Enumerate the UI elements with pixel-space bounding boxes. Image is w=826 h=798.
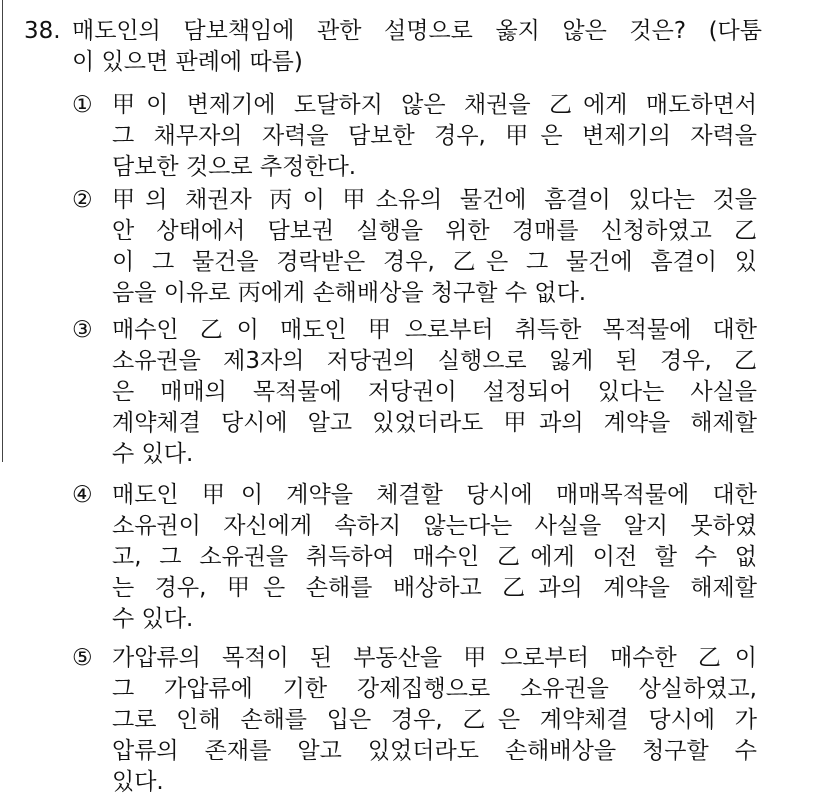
- option-line: 음을 이유로 丙에게 손해배상을 청구할 수 없다.: [112, 280, 587, 306]
- answer-option-3[interactable]: [72, 315, 762, 470]
- option-line: 그 채무자의 자력을 담보한 경우, 甲은 변제기의 자력을: [112, 123, 757, 149]
- question-line: 이 있으면 판례에 따름): [72, 49, 303, 75]
- question-line: 매도인의 담보책임에 관한 설명으로 옳지 않은 것은? (다툼: [72, 18, 762, 44]
- option-line: 담보한 것으로 추정한다.: [112, 154, 357, 180]
- option-line: 매수인 乙이 매도인 甲으로부터 취득한 목적물에 대한: [112, 317, 757, 343]
- option-line: 압류의 존재를 알고 있었더라도 손해배상을 청구할 수: [112, 738, 757, 764]
- option-text: [112, 480, 757, 635]
- left-border-line: [2, 0, 3, 462]
- option-line: 甲의 채권자 丙이 甲소유의 물건에 흠결이 있다는 것을: [112, 187, 757, 213]
- option-line: 매도인 甲이 계약을 체결할 당시에 매매목적물에 대한: [112, 482, 757, 508]
- option-line: 수 있다.: [112, 606, 194, 632]
- option-text: [112, 90, 757, 183]
- option-line: 甲이 변제기에 도달하지 않은 채권을 乙에게 매도하면서: [112, 92, 757, 118]
- option-text: [112, 185, 757, 309]
- option-marker: ④: [72, 482, 93, 508]
- option-marker: ③: [72, 317, 93, 343]
- option-line: 소유권이 자신에게 속하지 않는다는 사실을 알지 못하였: [112, 513, 757, 539]
- option-line: 고, 그 소유권을 취득하여 매수인 乙에게 이전 할 수 없: [112, 544, 757, 570]
- option-line: 소유권을 제3자의 저당권의 실행으로 잃게 된 경우, 乙: [112, 348, 757, 374]
- option-text: [112, 643, 757, 798]
- option-line: 은 매매의 목적물에 저당권이 설정되어 있다는 사실을: [112, 379, 757, 405]
- option-line: 안 상태에서 담보권 실행을 위한 경매를 신청하였고 乙: [112, 218, 757, 244]
- option-line: 있다.: [112, 769, 164, 795]
- answer-option-4[interactable]: [72, 480, 762, 635]
- option-line: 그로 인해 손해를 입은 경우, 乙은 계약체결 당시에 가: [112, 707, 757, 733]
- option-line: 수 있다.: [112, 441, 194, 467]
- question-stem: [24, 16, 764, 78]
- option-marker: ①: [72, 92, 93, 118]
- question-number: 38.: [24, 18, 61, 44]
- option-line: 가압류의 목적이 된 부동산을 甲으로부터 매수한 乙이: [112, 645, 757, 671]
- option-line: 그 가압류에 기한 강제집행으로 소유권을 상실하였고,: [112, 676, 757, 702]
- answer-option-2[interactable]: [72, 185, 762, 309]
- answer-option-5[interactable]: [72, 643, 762, 798]
- answer-option-1[interactable]: [72, 90, 762, 183]
- option-line: 는 경우, 甲은 손해를 배상하고 乙과의 계약을 해제할: [112, 575, 757, 601]
- option-line: 이 그 물건을 경락받은 경우, 乙은 그 물건에 흠결이 있: [112, 249, 757, 275]
- option-marker: ⑤: [72, 645, 93, 671]
- option-line: 계약체결 당시에 알고 있었더라도 甲과의 계약을 해제할: [112, 410, 757, 436]
- option-text: [112, 315, 757, 470]
- option-marker: ②: [72, 187, 93, 213]
